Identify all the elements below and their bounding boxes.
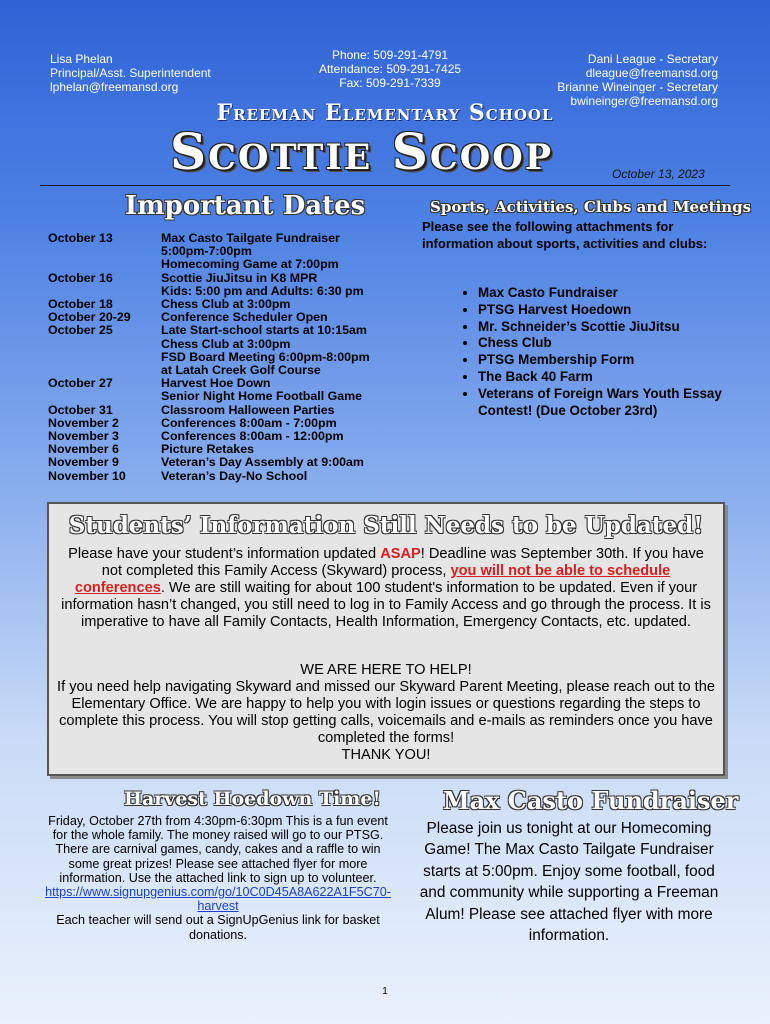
sports-attachment-item: • Mr. Schneider’s Scottie JiuJitsu: [478, 319, 728, 336]
thank-you: THANK YOU!: [341, 747, 431, 763]
date-events: [161, 456, 411, 469]
date-label: November 6: [48, 442, 119, 457]
sports-attachment-list: [464, 285, 728, 419]
date-events: [161, 404, 411, 417]
event-line: Scottie JiuJitsu in K8 MPR: [161, 270, 318, 285]
important-dates-table: [48, 232, 411, 483]
date-label: November 3: [48, 429, 119, 444]
sports-attachment-item: • The Back 40 Farm: [478, 369, 728, 386]
event-line: Picture Retakes: [161, 442, 254, 457]
principal-name: Lisa Phelan: [50, 52, 113, 66]
date-label: October 16: [48, 270, 113, 285]
date-label: October 13: [48, 231, 113, 245]
date-row: [48, 456, 411, 469]
sports-intro: Please see the following attachments for information about sports, activities and clubs:: [422, 219, 708, 251]
date-row: [48, 272, 411, 298]
important-dates-heading: Important Dates: [125, 191, 366, 221]
notice-text-b: ! Deadline was September 30th. If you have not completed this Family Access (Skyward) process,: [101, 546, 704, 579]
max-casto-body: Please join us tonight at our Homecoming Game! The Max Casto Tailgate Fundraiser starts at 5:00pm. Enjoy some football, food and community while supporting a Freeman Alum! Please see attached flyer with more information.: [419, 820, 719, 945]
page-number: 1: [382, 986, 388, 997]
update-notice-heading: Students’ Information Still Needs to be Updated!: [68, 512, 704, 539]
event-line: Kids: 5:00 pm and Adults: 6:30 pm: [161, 283, 364, 298]
event-line: Conferences 8:00am - 7:00pm: [161, 415, 337, 430]
date-label: November 2: [48, 415, 119, 430]
sports-attachment-item: • Max Casto Fundraiser: [478, 285, 728, 302]
header-divider: [40, 185, 730, 186]
date-label: October 27: [48, 376, 113, 391]
sports-heading: Sports, Activities, Clubs and Meetings: [430, 198, 752, 216]
event-line: Late Start-school starts at 10:15am: [161, 323, 367, 338]
event-line: Senior Night Home Football Game: [161, 389, 363, 404]
event-line: Chess Club at 3:00pm: [161, 336, 291, 351]
event-line: FSD Board Meeting 6:00pm-8:00pm: [161, 349, 370, 364]
event-line: Veteran’s Day-No School: [161, 468, 308, 483]
help-heading: WE ARE HERE TO HELP!: [300, 662, 472, 678]
event-line: Homecoming Game at 7:00pm: [161, 257, 339, 272]
event-line: Harvest Hoe Down: [161, 376, 271, 391]
school-phone-numbers: [310, 48, 470, 90]
date-events: [161, 377, 411, 403]
harvest-heading: Harvest Hoedown Time!: [124, 788, 381, 810]
date-label: October 20-29: [48, 310, 131, 325]
harvest-text: Friday, October 27th from 4:30pm-6:30pm This is a fun event for the whole family. The money raised will go to our PTSG. There are carnival games, candy, cakes and a raffle to win some great prizes! Please see attached flyer for more information. Use the attached link to sign up to volunteer.: [48, 814, 388, 885]
date-label: November 10: [48, 468, 126, 483]
school-name: Freeman Elementary School: [216, 100, 554, 126]
secretary-1-name: Dani League - Secretary: [587, 52, 718, 66]
date-row: [48, 232, 411, 272]
date-row: [48, 377, 411, 403]
secretary-2-email: bwineinger@freemansd.org: [570, 94, 718, 108]
principal-contact: [50, 52, 211, 94]
max-casto-heading: Max Casto Fundraiser: [443, 786, 739, 815]
event-line: 5:00pm-7:00pm: [161, 244, 252, 259]
principal-email: lphelan@freemansd.org: [50, 80, 179, 94]
event-line: Conferences 8:00am - 12:00pm: [161, 429, 344, 444]
help-paragraph: [57, 662, 715, 764]
help-body: If you need help navigating Skyward and missed our Skyward Parent Meeting, please reach out to the Elementary Office. We are happy to help you with login issues or questions regarding the steps to complete this process. You will stop getting calls, voicemails and e-mails as reminders once you have completed the forms!: [57, 679, 715, 746]
update-notice-box: [47, 502, 725, 776]
event-line: at Latah Creek Golf Course: [161, 363, 321, 378]
harvest-tail: Each teacher will send out a SignUpGenius link for basket donations.: [56, 913, 380, 942]
date-label: October 31: [48, 402, 113, 417]
date-row: [48, 404, 411, 417]
event-line: Chess Club at 3:00pm: [161, 297, 291, 312]
issue-date: October 13, 2023: [612, 167, 705, 181]
sports-attachment-item: • PTSG Membership Form: [478, 352, 728, 369]
phone-line: Phone: 509-291-4791: [331, 48, 449, 62]
event-line: Classroom Halloween Parties: [161, 402, 335, 417]
event-line: Veteran’s Day Assembly at 9:00am: [161, 455, 364, 470]
date-events: [161, 272, 411, 298]
date-row: [48, 470, 411, 483]
update-notice-paragraph: [57, 546, 715, 631]
sports-attachment-item: • Chess Club: [478, 335, 728, 352]
date-events: [161, 470, 411, 483]
conference-warning: you will not be able to schedule conferences: [74, 563, 671, 596]
signup-link[interactable]: https://www.signupgenius.com/go/10C0D45A8A622A1F5C70-harvest: [45, 885, 391, 914]
date-label: November 9: [48, 455, 119, 470]
secretary-2-name: Brianne Wineinger - Secretary: [557, 80, 718, 94]
fax-line: Fax: 509-291-7339: [339, 76, 441, 90]
sports-attachment-item: • PTSG Harvest Hoedown: [478, 302, 728, 319]
asap-highlight: ASAP: [380, 546, 421, 562]
secretary-1-email: dleague@freemansd.org: [585, 66, 718, 80]
event-line: Max Casto Tailgate Fundraiser: [161, 231, 340, 245]
date-label: October 18: [48, 297, 113, 312]
event-line: Conference Scheduler Open: [161, 310, 328, 325]
date-events: [161, 232, 411, 272]
notice-text-c: . We are still waiting for about 100 student's information to be updated. Even if your information hasn’t changed, you still need to log in to Family Access and go through the process. It is imperative to have all Family Contacts, Health Information, Emergency Contacts, etc. updated.: [61, 580, 711, 630]
date-events: [161, 324, 411, 377]
date-label: October 25: [48, 323, 113, 338]
newsletter-title: Scottie Scoop: [170, 122, 554, 181]
sports-attachment-item: • Veterans of Foreign Wars Youth Essay Contest! (Due October 23rd): [478, 386, 728, 420]
principal-title: Principal/Asst. Superintendent: [50, 66, 211, 80]
harvest-body: [45, 814, 391, 942]
date-row: [48, 324, 411, 377]
attendance-line: Attendance: 509-291-7425: [318, 62, 462, 76]
notice-text-a: Please have your student’s information updated: [68, 546, 381, 562]
